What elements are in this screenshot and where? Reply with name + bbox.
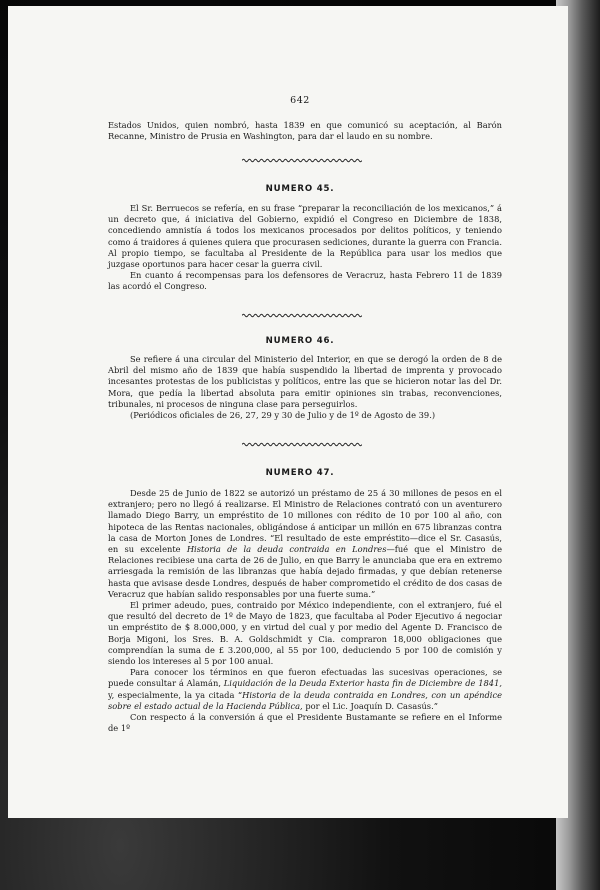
intro-text: Estados Unidos, quien nombró, hasta 1839 en que comunicó su aceptación, al Barón Recanne, Ministro de Prusia en Washington, para dar el laudo en su nombre. bbox=[108, 120, 502, 142]
section-47-paragraph-1-text: Desde 25 de Junio de 1822 se autorizó un préstamo de 25 á 30 millones de pesos en el extranjero; pero no llegó á realizarse. El Ministro de Relaciones contrató con un aventurero llamado Diego Barry, un empréstito de 10 millones con rédito de 10 por 100 al año, con hipoteca de las Rentas nacionales, obligándose á anticipar un millón en 675 libranzas contra la casa de Morton Jones de Londres. “El resultado de este empréstito—dice el Sr. Casasús, en su excelente bbox=[108, 488, 502, 555]
section-heading-45: NUMERO 45. bbox=[265, 184, 335, 194]
book-title-italic: Historia de la deuda contraida en Londres, con un apéndice sobre el estado actual de la Hacienda Pública, bbox=[108, 689, 502, 711]
section-45-paragraph-2: En cuanto á recompensas para los defensores de Veracruz, hasta Febrero 11 de 1839 las acordó el Congreso. bbox=[108, 270, 502, 292]
section-heading-47: NUMERO 47. bbox=[265, 468, 335, 478]
section-46-paragraph-1: Se refiere á una circular del Ministerio del Interior, en que se derogó la orden de 8 de Abril del mismo año de 1839 que había suspendido la libertad de imprenta y provocado incesantes protestas de los publicistas y políticos, entre las que se hicieron notar las del Dr. Mora, que pedía la libertad absoluta para emitir opiniones sin trabas, reconvenciones, tribunales, ni procesos de ninguna clase para perseguirlos. bbox=[108, 354, 502, 409]
section-heading-46: NUMERO 46. bbox=[265, 336, 335, 346]
book-title-italic: Historia de la deuda contraida en Londres bbox=[186, 544, 387, 555]
section-47-body bbox=[108, 488, 502, 734]
ornamental-divider bbox=[242, 313, 362, 318]
section-45-body bbox=[108, 203, 502, 293]
section-47-paragraph-4: Con respecto á la conversión á que el Presidente Bustamante se refiere en el Informe de 1º bbox=[108, 712, 502, 734]
intro-paragraph bbox=[108, 120, 502, 142]
section-47-paragraph-3-tail: por el Lic. Joaquín D. Casasús.” bbox=[305, 700, 438, 711]
section-47-paragraph-1-tail: —fué que el Ministro de Relaciones recibiese una carta de 26 de Julio, en que Barry le anunciaba que era en extremo arriesgada la remisión de las libranzas que había dejado firmadas, y que debían retenerse hasta que avisase desde Londres, después de haber comprometido el crédito de dos casas de Veracruz que habían salido responsables por una fuerte suma.” bbox=[108, 544, 502, 599]
book-title-italic: Liquidación de la Deuda Exterior hasta fin de Diciembre de 1841, bbox=[223, 678, 502, 689]
ornamental-divider bbox=[242, 158, 362, 163]
section-47-paragraph-1 bbox=[108, 488, 502, 600]
section-47-paragraph-3 bbox=[108, 667, 502, 712]
section-46-citation: (Periódicos oficiales de 26, 27, 29 y 30 de Julio y de 1º de Agosto de 39.) bbox=[130, 410, 436, 421]
section-47-paragraph-2: El primer adeudo, pues, contraido por México independiente, con el extranjero, fué el que resultó del decreto de 1º de Mayo de 1823, que facultaba al Poder Ejecutivo á negociar un empréstito de $ 8.000,000, y en virtud del cual y por medio del Agente D. Francisco de Borja Migoni, los Sres. B. A. Goldschmidt y Cia. compraron 18,000 obligaciones que comprendían la suma de £ 3.200,000, al 55 por 100, deduciendo 5 por 100 de comisión y siendo los intereses al 5 por 100 anual. bbox=[108, 600, 502, 667]
ornamental-divider bbox=[242, 442, 362, 447]
section-46-body bbox=[108, 354, 502, 421]
section-47-paragraph-3-mid: y, especialmente, la ya citada “ bbox=[108, 689, 243, 700]
page-number: 642 bbox=[290, 95, 310, 106]
section-47-paragraph-3-text: Para conocer los términos en que fueron efectuadas las sucesivas operaciones, se puede consultar á Alamán, bbox=[108, 667, 502, 689]
section-45-paragraph-1: El Sr. Berruecos se refería, en su frase “preparar la reconciliación de los mexicanos,” á un decreto que, á iniciativa del Gobierno, expidió el Congreso en Diciembre de 1838, concediendo amnistía á todos los mexicanos procesados por delitos políticos, y teniendo como á traidores á quienes quiera que procurasen sediciones, durante la guerra con Francia. Al propio tiempo, se facultaba al Presidente de la República para usar los medios que juzgase oportunos para hacer cesar la guerra civil. bbox=[108, 203, 502, 270]
